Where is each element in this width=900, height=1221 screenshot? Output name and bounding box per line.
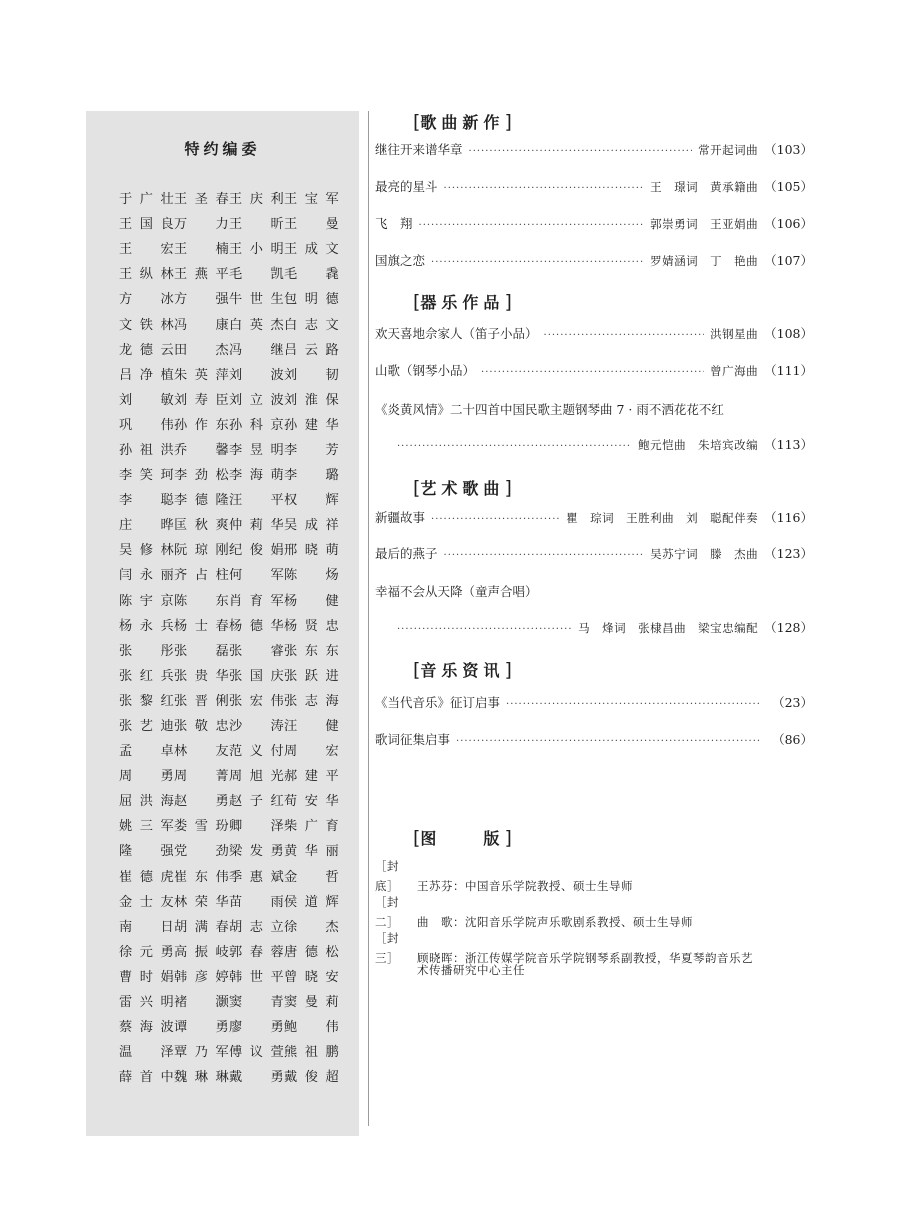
board-member-name: 李 聪 [119, 493, 174, 509]
board-member-name: 韩彦婷 [174, 969, 229, 985]
board-member-name: 王 楠 [174, 242, 229, 258]
name-row [119, 536, 339, 561]
name-row [119, 863, 339, 888]
board-member-name: 杨 健 [284, 593, 339, 609]
leader-dots [456, 736, 760, 747]
board-member-name: 冯 康 [174, 317, 229, 333]
board-member-name: 孙科京 [229, 417, 284, 433]
board-member-name: 汪 健 [284, 719, 339, 735]
board-member-name: 刘寿臣 [174, 392, 229, 408]
toc-item-page: （116） [764, 510, 813, 525]
board-member-name: 肖育军 [229, 593, 284, 609]
toc-item-credit: 瞿 琮词 王胜利曲 刘 聪配伴奏 [566, 511, 759, 525]
board-member-name: 乔 馨 [174, 442, 229, 458]
board-member-name: 刘淮保 [284, 392, 339, 408]
name-row [119, 1038, 339, 1063]
name-row [119, 210, 339, 235]
name-row [119, 837, 339, 862]
board-member-name: 金士友 [119, 894, 174, 910]
board-member-name: 姚三军 [119, 819, 174, 835]
board-member-name: 周旭光 [229, 769, 284, 785]
name-row [119, 587, 339, 612]
board-member-name: 荀安华 [284, 794, 339, 810]
board-member-name: 鲍 伟 [284, 1020, 339, 1036]
toc-item-title: 幸福不会从天降（童声合唱） [375, 584, 538, 599]
board-member-name: 李劲松 [174, 468, 229, 484]
board-member-name: 沙 涛 [229, 719, 284, 735]
name-row [119, 285, 339, 310]
section-header-songs: [歌曲新作] [413, 111, 512, 133]
board-member-name: 王 曼 [284, 217, 339, 233]
toc-item-page: （113） [764, 437, 813, 452]
toc-item-page: （105） [764, 179, 813, 194]
board-member-name: 娄雪玢 [174, 819, 229, 835]
board-member-name: 黄华丽 [284, 844, 339, 860]
board-member-name: 王圣春 [174, 192, 229, 208]
leader-dots [444, 183, 645, 194]
board-member-name: 胡满春 [174, 919, 229, 935]
editorial-board-panel [86, 111, 359, 1136]
toc-item [375, 214, 813, 234]
name-row [119, 436, 339, 461]
board-member-name: 苗 雨 [229, 894, 284, 910]
toc-item-title: 飞 翔 [375, 216, 413, 231]
toc-item-credit: 郭崇勇词 王亚娟曲 [650, 217, 759, 231]
board-member-name: 蔡海波 [119, 1020, 174, 1036]
board-member-name: 王 宏 [119, 242, 174, 258]
toc-item [375, 324, 813, 344]
board-member-name: 王庆利 [229, 192, 284, 208]
plate-tag: ［封底］ [375, 859, 399, 893]
board-member-name: 魏琳琳 [174, 1070, 229, 1086]
board-member-name: 王小明 [229, 242, 284, 258]
board-member-name: 张国庆 [229, 668, 284, 684]
toc-item [375, 361, 813, 381]
board-member-name: 杨士春 [174, 618, 229, 634]
name-row [119, 185, 339, 210]
board-member-name: 窦曼莉 [284, 995, 339, 1011]
toc-item-page: （123） [764, 546, 813, 561]
board-member-name: 郭春蓉 [229, 944, 284, 960]
board-member-name: 周 宏 [284, 744, 339, 760]
board-member-name: 王国良 [119, 217, 174, 233]
toc-item-title: 最后的燕子 [375, 546, 438, 561]
toc-item [375, 618, 813, 638]
board-member-name: 柴广育 [284, 819, 339, 835]
board-member-name: 薛首中 [119, 1070, 174, 1086]
board-member-name: 刘 波 [229, 367, 284, 383]
board-member-name: 孟 卓 [119, 744, 174, 760]
toc-item-title: 继往开来谱华章 [375, 142, 463, 157]
name-row [119, 762, 339, 787]
toc-item-title: 国旗之恋 [375, 253, 426, 268]
board-member-name: 熊祖鹏 [284, 1045, 339, 1061]
board-member-name: 张黎红 [119, 693, 174, 709]
board-member-name: 包明德 [284, 292, 339, 308]
board-member-name: 王燕平 [174, 267, 229, 283]
name-row [119, 662, 339, 687]
board-member-name: 孙祖洪 [119, 442, 174, 458]
board-member-name: 纪俊娟 [229, 543, 284, 559]
board-member-name: 隆 强 [119, 844, 174, 860]
toc-item-page: （106） [764, 216, 813, 231]
toc-item [375, 730, 813, 750]
toc-item-credit: 洪钢星曲 [710, 327, 759, 341]
board-member-name: 张艺迪 [119, 719, 174, 735]
name-row [119, 561, 339, 586]
board-member-name: 刘 敏 [119, 392, 174, 408]
board-member-name: 赵 勇 [174, 794, 229, 810]
board-member-name: 谭 勇 [174, 1020, 229, 1036]
toc-item-title: 《炎黄风情》二十四首中国民歌主题钢琴曲 7 · 雨不洒花花不红 [375, 402, 724, 417]
board-member-name: 林 友 [174, 744, 229, 760]
toc-item-credit: 马 烽词 张棣昌曲 梁宝忠编配 [578, 621, 759, 635]
leader-dots [431, 257, 644, 268]
board-member-name: 龙德云 [119, 342, 174, 358]
name-row [119, 888, 339, 913]
board-member-name: 冯 继 [229, 342, 284, 358]
name-row [119, 461, 339, 486]
board-member-name: 王 昕 [229, 217, 284, 233]
board-member-name: 褚 灏 [174, 995, 229, 1011]
board-member-name: 崔东伟 [174, 869, 229, 885]
toc-item [375, 177, 813, 197]
board-member-name: 郝建平 [284, 769, 339, 785]
toc-item [375, 140, 813, 160]
toc-item-title: 最亮的星斗 [375, 179, 438, 194]
name-row [119, 361, 339, 386]
board-member-name: 杨贤忠 [284, 618, 339, 634]
plate-caption [375, 856, 815, 896]
board-member-name: 徐 杰 [284, 919, 339, 935]
board-member-name: 张贵华 [174, 668, 229, 684]
toc-item-title: 山歌（钢琴小品） [375, 363, 476, 378]
board-member-name: 李笑珂 [119, 468, 174, 484]
board-member-name: 陈 炀 [284, 568, 339, 584]
name-row [119, 1013, 339, 1038]
board-member-name: 张红兵 [119, 668, 174, 684]
board-member-name: 胡志立 [229, 919, 284, 935]
board-member-name: 方 冰 [119, 292, 174, 308]
board-member-name: 毛 毳 [284, 267, 339, 283]
leader-dots [506, 699, 760, 710]
plate-caption-text: 顾晓晖：浙江传媒学院音乐学院钢琴系副教授，华夏琴韵音乐艺 [417, 951, 753, 965]
board-member-name: 李昱明 [229, 442, 284, 458]
board-member-name: 齐占柱 [174, 568, 229, 584]
leader-dots [469, 146, 693, 157]
toc-item-page: （86） [772, 732, 813, 747]
board-member-name: 文铁林 [119, 317, 174, 333]
board-member-name: 傅议萱 [229, 1045, 284, 1061]
board-member-name: 唐德松 [284, 944, 339, 960]
column-divider [368, 111, 369, 1126]
board-member-name: 牛世生 [229, 292, 284, 308]
board-member-name: 高振岐 [174, 944, 229, 960]
toc-item [375, 693, 813, 713]
board-member-name: 陈 东 [174, 593, 229, 609]
leader-dots [431, 514, 560, 525]
board-member-name: 赵子红 [229, 794, 284, 810]
board-member-name: 张跃进 [284, 668, 339, 684]
board-member-name: 温 泽 [119, 1045, 174, 1061]
toc-item-page: （111） [764, 363, 813, 378]
board-member-name: 杨德华 [229, 618, 284, 634]
board-member-name: 杨永兵 [119, 618, 174, 634]
board-member-name: 王纵林 [119, 267, 174, 283]
section-header-instrumental: [器乐作品] [413, 291, 512, 313]
toc-item-page: （103） [764, 142, 813, 157]
board-member-name: 张 睿 [229, 643, 284, 659]
board-member-name: 金 哲 [284, 869, 339, 885]
board-member-name: 戴俊超 [284, 1070, 339, 1086]
board-member-name: 刘 韧 [284, 367, 339, 383]
toc-item [375, 508, 813, 528]
board-member-name: 周 勇 [119, 769, 174, 785]
board-member-name: 徐元勇 [119, 944, 174, 960]
board-member-name: 庄 晔 [119, 518, 174, 534]
board-member-name: 汪 平 [229, 493, 284, 509]
board-member-name: 林荣华 [174, 894, 229, 910]
name-row [119, 612, 339, 637]
plate-caption-text: 曲 歌：沈阳音乐学院声乐歌剧系教授、硕士生导师 [417, 915, 693, 929]
board-member-name: 党 劲 [174, 844, 229, 860]
name-row [119, 938, 339, 963]
board-member-name: 朱英萍 [174, 367, 229, 383]
board-member-name: 吕净植 [119, 367, 174, 383]
toc-item-credit: 曾广海曲 [710, 364, 759, 378]
board-member-name: 田 杰 [174, 342, 229, 358]
board-member-name: 张宏伟 [229, 693, 284, 709]
board-member-name: 刘立波 [229, 392, 284, 408]
name-row [119, 511, 339, 536]
board-member-name: 匡秋爽 [174, 518, 229, 534]
board-member-name: 阮琼刚 [174, 543, 229, 559]
name-row [119, 386, 339, 411]
toc-item-credit: 罗婧涵词 丁 艳曲 [650, 254, 759, 268]
toc-item [375, 544, 813, 564]
board-member-name: 毛 凯 [229, 267, 284, 283]
board-member-name: 何 军 [229, 568, 284, 584]
section-header-art-songs: [艺术歌曲] [413, 477, 512, 499]
board-member-name: 张 磊 [174, 643, 229, 659]
board-member-name: 白英杰 [229, 317, 284, 333]
board-member-name: 张志海 [284, 693, 339, 709]
plate-tag: ［封二］ [375, 895, 399, 929]
board-member-name: 季惠斌 [229, 869, 284, 885]
toc-item [375, 435, 813, 455]
toc-item-credit: 鲍元恺曲 朱培宾改编 [638, 438, 759, 452]
editorial-board-names [119, 185, 339, 1088]
board-member-name: 李 璐 [284, 468, 339, 484]
toc-item-title: 歌词征集启事 [375, 732, 451, 747]
board-member-name: 方 强 [174, 292, 229, 308]
board-member-name: 李德隆 [174, 493, 229, 509]
board-member-name: 吕云路 [284, 342, 339, 358]
board-member-name: 吴成祥 [284, 518, 339, 534]
name-row [119, 637, 339, 662]
toc-item-title: 新疆故事 [375, 510, 426, 525]
name-row [119, 913, 339, 938]
plate-caption-continuation: 术传播研究中心主任 [417, 963, 525, 977]
board-member-name: 白志文 [284, 317, 339, 333]
toc-item-page: （23） [772, 695, 813, 710]
plate-caption-text: 王苏芬：中国音乐学院教授、硕士生导师 [417, 879, 633, 893]
board-member-name: 吴修林 [119, 543, 174, 559]
board-member-name: 屈洪海 [119, 794, 174, 810]
board-member-name: 崔德虎 [119, 869, 174, 885]
toc-item-page: （108） [764, 326, 813, 341]
board-member-name: 李 芳 [284, 442, 339, 458]
board-member-name: 巩 伟 [119, 417, 174, 433]
section-header-news: [音乐资讯] [413, 659, 512, 681]
board-member-name: 张敬忠 [174, 719, 229, 735]
board-member-name: 戴 勇 [229, 1070, 284, 1086]
board-member-name: 张东东 [284, 643, 339, 659]
name-row [119, 411, 339, 436]
leader-dots [397, 624, 572, 635]
board-member-name: 覃乃军 [174, 1045, 229, 1061]
name-row [119, 787, 339, 812]
toc-item [375, 251, 813, 271]
name-row [119, 260, 339, 285]
board-member-name: 李海萌 [229, 468, 284, 484]
board-member-name: 权 辉 [284, 493, 339, 509]
plate-caption [375, 892, 815, 932]
board-member-name: 王宝军 [284, 192, 339, 208]
board-member-name: 南 日 [119, 919, 174, 935]
board-member-name: 卿 泽 [229, 819, 284, 835]
toc-item-credit: 王 璟词 黄承籍曲 [650, 180, 759, 194]
board-member-name: 邢晓萌 [284, 543, 339, 559]
board-member-name: 孙作东 [174, 417, 229, 433]
toc-item-title: 欢天喜地佘家人（笛子小品） [375, 326, 538, 341]
name-row [119, 737, 339, 762]
leader-dots [397, 441, 632, 452]
toc-item-page: （107） [764, 253, 813, 268]
board-member-name: 侯道辉 [284, 894, 339, 910]
leader-dots [481, 367, 704, 378]
board-member-name: 窦 青 [229, 995, 284, 1011]
name-row [119, 1063, 339, 1088]
name-row [119, 812, 339, 837]
board-member-name: 孙建华 [284, 417, 339, 433]
section-header-plates: [图 版] [413, 827, 512, 849]
board-member-name: 韩世平 [229, 969, 284, 985]
board-member-name: 周 菁 [174, 769, 229, 785]
name-row [119, 988, 339, 1013]
toc-item-credit: 吴苏宁词 滕 杰曲 [650, 547, 759, 561]
board-member-name: 曹时娟 [119, 969, 174, 985]
leader-dots [444, 550, 645, 561]
board-member-name: 王成文 [284, 242, 339, 258]
name-row [119, 235, 339, 260]
board-member-name: 曾晓安 [284, 969, 339, 985]
leader-dots [544, 330, 705, 341]
board-member-name: 范义付 [229, 744, 284, 760]
board-member-name: 梁发勇 [229, 844, 284, 860]
name-row [119, 687, 339, 712]
board-member-name: 于广壮 [119, 192, 174, 208]
name-row [119, 310, 339, 335]
board-member-name: 廖 勇 [229, 1020, 284, 1036]
board-member-name: 万 力 [174, 217, 229, 233]
board-member-name: 雷兴明 [119, 995, 174, 1011]
name-row [119, 712, 339, 737]
toc-item-credit: 常开起词曲 [698, 143, 759, 157]
board-member-name: 闫永丽 [119, 568, 174, 584]
toc-item-page: （128） [764, 620, 813, 635]
editorial-board-title: 特约编委 [184, 140, 261, 158]
plate-tag: ［封三］ [375, 931, 399, 965]
board-member-name: 张晋俐 [174, 693, 229, 709]
name-row [119, 336, 339, 361]
board-member-name: 仲莉华 [229, 518, 284, 534]
board-member-name: 陈宇京 [119, 593, 174, 609]
name-row [119, 486, 339, 511]
leader-dots [419, 220, 645, 231]
name-row [119, 963, 339, 988]
board-member-name: 张 彤 [119, 643, 174, 659]
toc-item-title: 《当代音乐》征订启事 [375, 695, 501, 710]
